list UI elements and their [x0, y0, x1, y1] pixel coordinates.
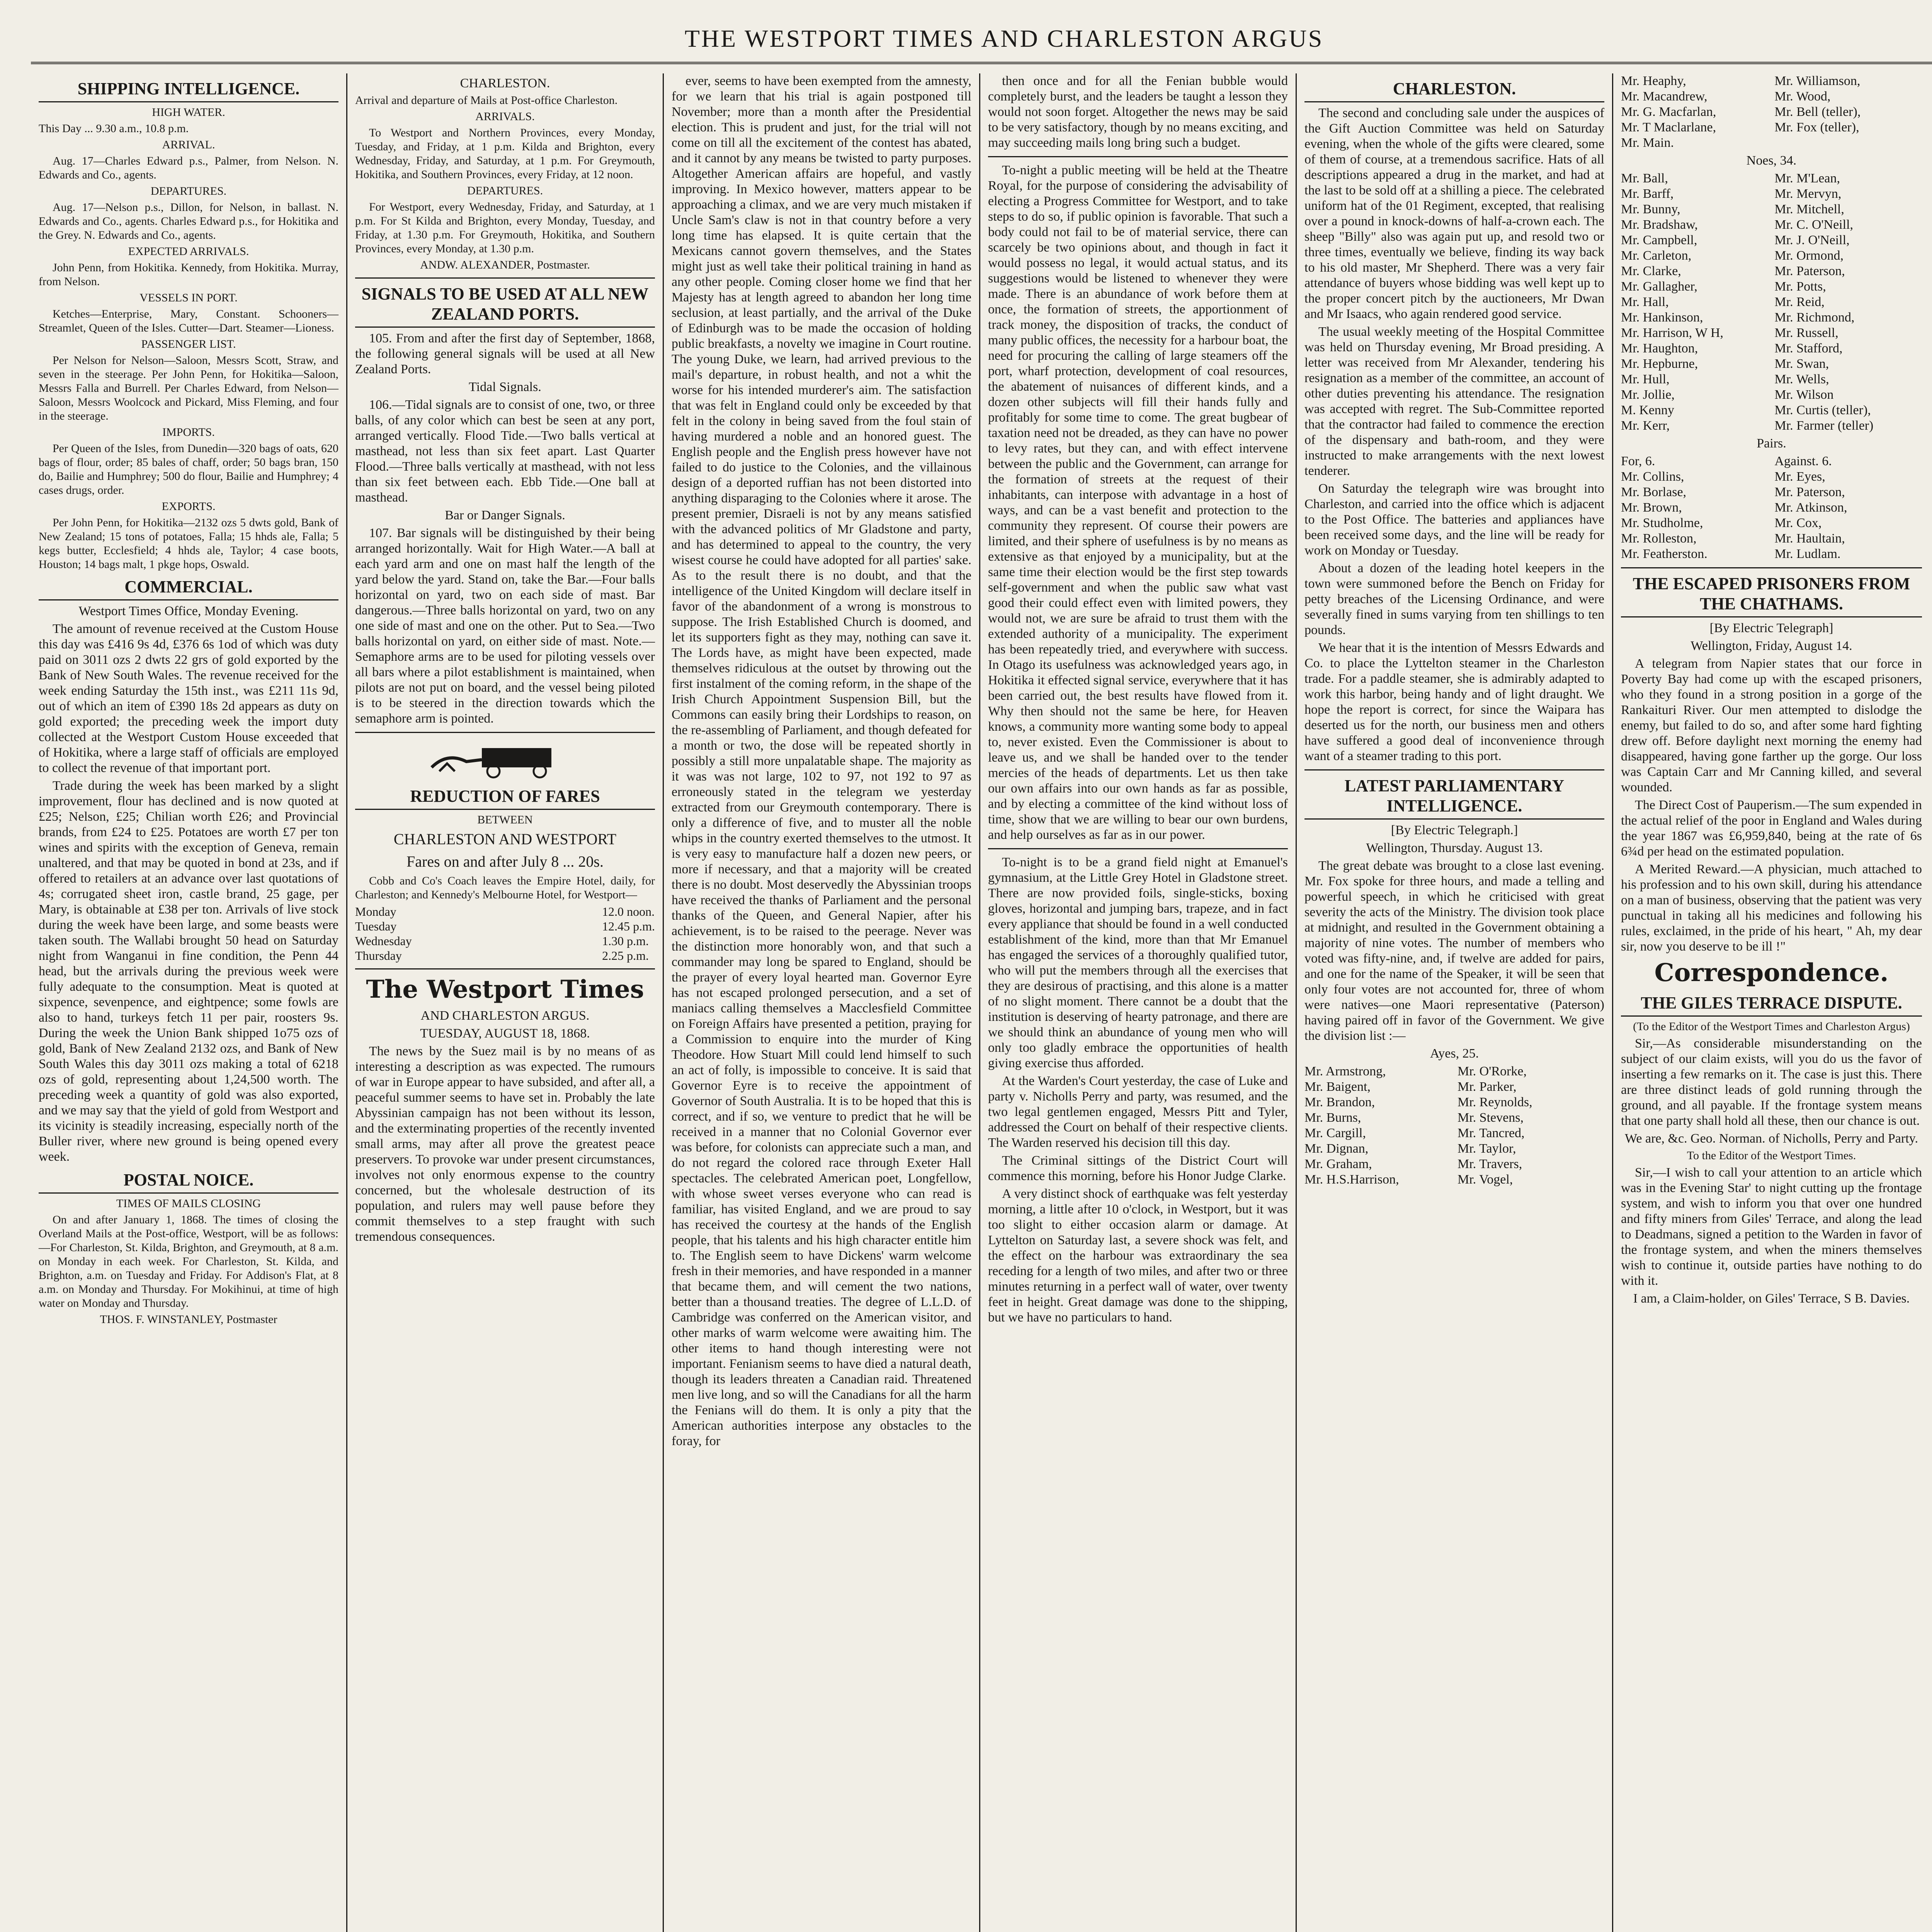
no-name: Mr. Ormond,: [1774, 248, 1844, 263]
pair-name: Mr. Rolleston,: [1621, 531, 1697, 546]
masthead: THE WESTPORT TIMES AND CHARLESTON ARGUS: [31, 15, 1932, 64]
departures-header: DEPARTURES.: [150, 185, 227, 197]
signals-p1: 105. From and after the first day of September, 1868, the following general signals will be used at all New Zealand Ports.: [355, 331, 655, 376]
earthquake-text: A very distinct shock of earthquake was felt yesterday morning, a little after 10 o'clock, in Westport, but it was too slight to either occasion alarm or damage. At Lyttelton on Saturday last, a severe shock was felt, and the effect on the harbour was extraordinary the sea receding for a length of two miles, and after two or three minutes returning in a perfect wall of water, over twenty feet in height. Great damage was done to the shipping, but we have no particulars to hand.: [988, 1187, 1288, 1325]
departures-text: Aug. 17—Nelson p.s., Dillon, for Nelson, in ballast. N. Edwards and Co., agents. Charles Edward p.s., for Hokitika and the Grey. N. Edwards and Co., agents.: [39, 201, 338, 242]
fares-route: CHARLESTON AND WESTPORT: [393, 830, 617, 848]
exports-text: Per John Penn, for Hokitika—2132 ozs 5 dwts gold, Bank of New Zealand; 15 tons of potatoes, Falla; 15 hhds ale, Falla; 5 kegs butter, Ecclesfield; 4 hhds ale, Taylor; 4 case boots, Houston; 14 bags malt, 1 pkge hops, Oswald.: [39, 516, 338, 571]
no-name: Mr. Mitchell,: [1774, 202, 1844, 216]
ayes-cont-list: [1621, 73, 1922, 151]
tt-day: Wednesday: [355, 934, 412, 948]
giles-title: THE GILES TERRACE DISPUTE.: [1621, 993, 1922, 1017]
noes-list: [1621, 171, 1922, 434]
aye-name: Mr. Burns,: [1304, 1111, 1361, 1125]
signals-title: SIGNALS TO BE USED AT ALL NEW ZEALAND PORTS.: [355, 284, 655, 328]
merited-reward-text: A Merited Reward.—A physician, much attached to his profession and to his own skill, during his attendance on a man of business, observing that the patient was very punctual in taking all his medicines and following his rules, exclaimed, in the pride of his heart, " Ah, my dear sir, now you deserve to be ill !": [1621, 862, 1922, 954]
commercial-p2: Trade during the week has been marked by a slight improvement, flour has declined and is now quoted at £25; Nelson, £25; Chilian worth £26; and Provincial brands, from £24 to £25. Potatoes are worth £7 per ton wines and spirits with the exception of Geneva, remain unaltered, and that may be quoted in bond at 23s, and if offered to retailers at an advance over last quotations of 4s; corrugated sheet iron, castle brand, 25 gage, per Mary, is obtainable at £38 per ton. Arrivals of live stock during the week have been large, and some beasts were taken south. The Wallabi brought 50 head on Saturday night from Wanganui in fine condition, the Penn 44 head, but the arrivals during the previous week were fully adequate to the consumption. Meat is quoted at sixpence, sevenpence, and eightpence; some fowls are also to hand, turkeys fetch 11 per pair, roosters 9s. During the week the Union Bank shipped 1o75 ozs of gold, Bank of New Zealand 2132 ozs, and Bank of New South Wales this day 3011 ozs making a total of 6218 ozs of gold, representing about 1,24,500 worth. The preceding week a quantity of gold was also exported, and we may say that the yield of gold from Westport and its vicinity is steadily increasing, especially north of the Buller river, where new ground is being opened every week.: [39, 779, 338, 1164]
passenger-header: PASSENGER LIST.: [141, 338, 236, 350]
postal-text: On and after January 1, 1868. The times of closing the Overland Mails at the Post-office, Westport, will be as follows:—For Charleston, St. Kilda, Brighton, and Greymouth, at 8 a.m. on Monday in each week. For Charleston, St. Kilda, and Brighton, a.m. on Tuesday and Friday. For Addison's Flat, at 8 a.m. on Monday and Thursday. For Mokihinui, at time of high water on Monday and Thursday.: [39, 1213, 338, 1310]
expected-text: John Penn, from Hokitika. Kennedy, from Hokitika. Murray, from Nelson.: [39, 261, 338, 288]
pairs-list: [1621, 454, 1922, 562]
fares-title: REDUCTION OF FARES: [355, 786, 655, 810]
pair-name: Mr. Eyes,: [1774, 469, 1825, 484]
fares-between: BETWEEN: [477, 813, 533, 826]
aye-name: Mr. Fox (teller),: [1774, 120, 1859, 134]
no-name: Mr. Wilson: [1774, 388, 1834, 402]
postal-title: POSTAL NOICE.: [39, 1170, 338, 1194]
aye-name: Mr. Travers,: [1458, 1157, 1522, 1171]
pauperism-text: The Direct Cost of Pauperism.—The sum expended in the actual relief of the poor in England and Wales during the year 1867 was £6,959,840, being at the rate of 6s 6¾d per head on the estimated population.: [1621, 798, 1922, 859]
parliament-by: [By Electric Telegraph.]: [1391, 823, 1518, 837]
no-name: Mr. Barff,: [1621, 187, 1674, 201]
bar-header: Bar or Danger Signals.: [445, 508, 565, 522]
postal-sign: THOS. F. WINSTANLEY, Postmaster: [100, 1313, 277, 1326]
commercial-p1: The amount of revenue received at the Custom House this day was £416 9s 4d, £376 6s 1od of which was duty paid on 3011 ozs 2 dwts 22 grs of gold exported by the Bank of New South Wales. The revenue received for the week ending Saturday the 15th inst., was £211 11s 9d, out of which an item of £390 18s 2d appears as duty on gold exported; the preceding week the import duty collected at the Westport Custom House exceeded that of Hokitika, where a large staff of officials are employed to collect the revenue of that important port.: [39, 622, 338, 775]
tt-time: 12.0 noon.: [602, 905, 655, 918]
pair-name: Mr. Haultain,: [1774, 531, 1845, 546]
parliament-place: Wellington, Thursday. August 13.: [1366, 841, 1543, 855]
aye-name: Mr. Graham,: [1304, 1157, 1372, 1171]
departures2-header: DEPARTURES.: [467, 184, 543, 197]
divider: [355, 277, 655, 279]
aye-name: Mr. Vogel,: [1458, 1172, 1513, 1187]
coach-timetable: [355, 904, 655, 963]
aye-name: Mr. Macandrew,: [1621, 89, 1708, 104]
ayes-list: [1304, 1064, 1604, 1187]
charleston-mail-sub: Arrival and departure of Mails at Post-office Charleston.: [355, 94, 618, 107]
expected-header: EXPECTED ARRIVALS.: [128, 245, 249, 258]
aye-name: Mr. O'Rorke,: [1458, 1064, 1527, 1078]
divider: [355, 732, 655, 733]
columns: [31, 73, 1932, 1932]
pair-name: Against. 6.: [1774, 454, 1832, 468]
no-name: Mr. Curtis (teller),: [1774, 403, 1871, 417]
pair-name: Mr. Studholme,: [1621, 516, 1703, 530]
no-name: Mr. M'Lean,: [1774, 171, 1840, 185]
giles-to: (To the Editor of the Westport Times and Charleston Argus): [1633, 1020, 1910, 1033]
aye-name: Mr. Baigent,: [1304, 1080, 1371, 1094]
pair-name: Mr. Paterson,: [1774, 485, 1845, 499]
charleston-title: CHARLESTON.: [1304, 79, 1604, 102]
coach-icon: [424, 740, 586, 779]
column-2: [347, 73, 664, 1932]
aye-name: Mr. Reynolds,: [1458, 1095, 1532, 1109]
tt-day: Monday: [355, 905, 396, 918]
no-name: Mr. Hepburne,: [1621, 357, 1698, 371]
column-3: [664, 73, 980, 1932]
ayes-header: Ayes, 25.: [1430, 1046, 1479, 1061]
divider: [988, 848, 1288, 849]
column-1: [31, 73, 347, 1932]
aye-name: Mr. Brandon,: [1304, 1095, 1375, 1109]
correspondence-title: Correspondence.: [1654, 958, 1889, 987]
parliament-text: The great debate was brought to a close last evening. Mr. Fox spoke for three hours, and made a telling and powerful speech, in which he criticised with great severity the acts of the Ministry. The division took place at midnight, and resulted in the Government obtaining a majority of nine votes. The number of members who voted was fifty-nine, and, if twelve are added for pairs, and one for the name of the Speaker, it will be seen that only four votes are not accounted for, three of whom were natives—one Maori representative (Paterson) having paired off in favor of the Government. We give the division list :—: [1304, 859, 1604, 1043]
aye-name: Mr. Main.: [1621, 136, 1674, 150]
no-name: Mr. C. O'Neill,: [1774, 218, 1854, 232]
high-water-header: HIGH WATER.: [152, 106, 225, 119]
vessels-text: Ketches—Enterprise, Mary, Constant. Schooners—Streamlet, Queen of the Isles. Cutter—Dart. Steamer—Lioness.: [39, 308, 338, 334]
letter2-text: Sir,—I wish to call your attention to an article which was in the Evening Star' to night cutting up the frontage system, and wish to inform you that over one hundred and fifty miners from Giles' Terrace, and along the lead to Deadmans, signed a petition to the Warden in favor of the frontage system, and when the miners themselves wish to continue it, outside parties have nothing to do with it.: [1621, 1165, 1922, 1288]
tt-day: Tuesday: [355, 919, 397, 933]
postmaster-sign: ANDW. ALEXANDER, Postmaster.: [420, 259, 590, 271]
no-name: Mr. Farmer (teller): [1774, 418, 1874, 433]
fenian-text: then once and for all the Fenian bubble would completely burst, and the leaders be taught a lesson they would not soon forget. Altogether the news may be said to be very satisfactory, though by no means exciting, and may succeeding mails long bring such a budget.: [988, 74, 1288, 150]
no-name: Mr. J. O'Neill,: [1774, 233, 1850, 247]
pair-name: Mr. Borlase,: [1621, 485, 1687, 499]
no-name: M. Kenny: [1621, 403, 1674, 417]
aye-name: Mr. Bell (teller),: [1774, 105, 1861, 119]
tt-time: 2.25 p.m.: [602, 949, 649, 963]
no-name: Mr. Haughton,: [1621, 341, 1698, 355]
aye-name: Mr. Parker,: [1458, 1080, 1517, 1094]
no-name: Mr. Carleton,: [1621, 248, 1692, 263]
no-name: Mr. Hall,: [1621, 295, 1669, 309]
progress-committee-text: To-night a public meeting will be held at the Theatre Royal, for the purpose of considering the advisability of electing a Progress Committee for Westport, and to take steps to do so, if public opinion is favorable. That such a body could not fail to be of material service, there can scarcely be two opinions about, and though in fact it would possess no legal, it would actual status, and its suggestions would be listened to whenever they were made. There is an abundance of work before them at once, the formation of streets, the apportionment of track money, the disposition of tracks, the conduct of many public offices, the necessity for a harbour boat, the need for procuring the calling of large steamers off the port, wharf protection, development of coal resources, the abatement of nuisances of different kinds, and a dozen other subjects will fill their hands fully and profitably for some time to come. The great bugbear of taxation need not be dreaded, as they can have no power to levy rates, but they can, and with effect intervene between the public and the Government, can arrange for the formation of streets at the request of their inhabitants, can interpose with advantage in a host of ways, and can be a vast benefit and protection to the community they represent. Of course their powers are limited, and their sphere of usefulness is by no means as extensive as that enjoyed by a municipality, but at the same time their election would be the first step towards self-government and when the public saw what vast good their could effect even with limited powers, they would not, we are sure be afraid to trust them with the extended authority of a municipality. The experiment has been repeatedly tried, and everywhere with success. In Otago its usefulness was acknowledged years ago, in Hokitika it effected signal service, everywhere that it has been carried out, the best results have flowed from it. Why then should not the same be here, for Heaven knows, a community more wanting some body to appeal to, never existed. Even the Commissioner is about to leave us, and we shall be handed over to the tender mercies of the heads of departments. Let us then take our own affairs into our own hands as far as possible, and by electing a committee of the kind without loss of time, show that we are willing to bear our own burdens, and help ourselves as far as in our power.: [988, 163, 1288, 842]
arrivals-text: To Westport and Northern Provinces, every Monday, Tuesday, and Friday, at 1 p.m. Kilda and Brighton, every Wednesday, Friday, and Saturday, at 1 p.m. For Greymouth, Hokitika, and Southern Provinces, every Friday, at 12 noon.: [355, 126, 655, 181]
vessels-header: VESSELS IN PORT.: [139, 291, 238, 304]
paper-sub: AND CHARLESTON ARGUS.: [420, 1009, 590, 1023]
charleston-p5: We hear that it is the intention of Messrs Edwards and Co. to place the Lyttelton steamer in the Charleston trade. For a paddle steamer, she is admirably adapted to work this harbor, being handy and of light draught. We hope the report is correct, for since the Waipara has deserted us for the north, our business men and others have suffered a good deal of inconvenience through want of a steamer trading to this port.: [1304, 641, 1604, 763]
divider: [1304, 769, 1604, 770]
pair-name: For, 6.: [1621, 454, 1655, 468]
tt-time: 1.30 p.m.: [602, 934, 649, 948]
gymnasium-text: To-night is to be a grand field night at Emanuel's gymnasium, at the Little Grey Hotel in Gladstone street. There are now provided foils, single-sticks, boxing gloves, horizontal and jumping bars, trapeze, and in fact every appliance that should be found in a well conducted establishment of the kind, more than that Mr Emanuel has engaged the services of a thoroughly qualified tutor, who will put the members through all the exercises that they are desirous of practising, and this alone is a matter of no slight moment. There cannot be a doubt that the institution is deserving of hearty patronage, and there are we should think an abundance of young men who will only too gladly embrace the opportunities of health giving exercise thus afforded.: [988, 855, 1288, 1070]
aye-name: Mr. Cargill,: [1304, 1126, 1366, 1140]
no-name: Mr. Hankinson,: [1621, 310, 1703, 325]
divider: [1621, 567, 1922, 568]
no-name: Mr. Harrison, W H,: [1621, 326, 1724, 340]
criminal-sittings-text: The Criminal sittings of the District Court will commence this morning, before his Honor Judge Clarke.: [988, 1153, 1288, 1183]
charleston-p2: The usual weekly meeting of the Hospital Committee was held on Thursday evening, Mr Broad presiding. A letter was received from Mr Alexander, tendering his resignation as a member of the committee, an account of other duties preventing his attendance. The resignation was accepted with regret. The Sub-Committee reported that the contractor had failed to commence the erection of the dispensary and bath-room, and they were instructed to make arrangements with the next lowest tenderer.: [1304, 325, 1604, 478]
tt-day: Thursday: [355, 949, 402, 963]
letter2-to: To the Editor of the Westport Times.: [1687, 1149, 1856, 1162]
parliament-title: LATEST PARLIAMENTARY INTELLIGENCE.: [1304, 776, 1604, 820]
no-name: Mr. Kerr,: [1621, 418, 1670, 433]
divider: [355, 968, 655, 969]
imports-text: Per Queen of the Isles, from Dunedin—320 bags of oats, 620 bags of flour, order; 85 bales of chaff, order; 50 bags bran, 150 do, Bailie and Humphrey; 500 do flour, Bailie and Humphrey; 4 cases drugs, order.: [39, 442, 338, 497]
aye-name: Mr. Wood,: [1774, 89, 1831, 104]
shipping-title: SHIPPING INTELLIGENCE.: [39, 79, 338, 102]
editorial-cont: ever, seems to have been exempted from the amnesty, for we learn that his trial is again postponed till November; more than a month after the Presidential election. This is prudent and just, for the trial will not come on till all the excitement of the contest has abated, and it cannot by any means be twisted to party purposes. Altogether American affairs are hopeful, and vastly improving. In Mexico however, matters appear to be approaching a climax, and we are very much mistaken if Uncle Sam's claw is not in that country before a very long time has elapsed. It is quite certain that the Mexicans cannot govern themselves, and the States might just as well take their political training in hand as any other people. Coming closer home we find that her Majesty has at length agreed to abandon her long time seclusion, at least partially, and the arrival of the Duke of Edinburgh was to be made the occasion of holding public breakfasts, a novelty we imagine in Court routine. The young Duke, we learn, had arrived previous to the mail's departure, in robust health, and not a whit the worse for his intended murderer's aim. The satisfaction that was felt in England could only be exceeded by that felt in the colony in being saved from the foul stain of having murdered a noble and an honored guest. The English people and the English press however have not failed to do justice to the Colonies, and the villainous design of a deported ruffian has not been distorted into anything disparaging to the Colonies where it arose. The present premier, Disraeli is not by any means satisfied with the advanced politics of Mr Gladstone and party, and has determined to appeal to the country, the very wisest course he could have adopted for all parties' sake. As to the result there is no doubt, and that the intelligence of the United Kingdom will declare itself in favor of the abandonment of a wrong is monstrous to suppose. The Irish Established Church is doomed, and let its supporters fight as they may, nothing can save it. The Lords have, as might have been expected, made themselves ridiculous at the outset by throwing out the first instalment of the coming reform, in the shape of the Irish Church Appointment Suspension Bill, but the Commons can easily bring their Lordships to reason, on the re-assembling of Parliament, and though defeated for a month or two, the dose will be repeated shortly in possibly a still more unpalatable shape. The majority as it was was not large, 102 to 97, not 192 to 97 as erroneously stated in the telegram we yesterday extracted from our Greymouth contemporary. There is only a difference of five, and to muster all the noble whips in the country exerted themselves to the utmost. It is very easy to manufacture half a dozen new peers, or more if necessary, and that a majority will be created there is no doubt. Most deservedly the Abyssinian troops have received the thanks of Parliament and the personal thanks of the Queen, and General Napier, after his achievement, is to be raised to the peerage. Never was the distinction more honorably won, and that such a commander may long be spared to England, should be the prayer of every loyal hearted man. Governor Eyre has not escaped prolonged persecution, and a set of maniacs calling themselves a Macclesfield Committee on Foreign Affairs have presented a petition, praying for a Commission to enquire into the murder of King Theodore. How Stuart Mill could lend himself to such an act of folly, is impossible to conceive. It is said that Governor Eyre is to receive the appointment of Governor of South Australia. It is to be hoped that this is correct, and if so, we venture to predict that he will be received in a manner that no Colonial Governor ever was before, for colonists can appreciate such a man, and do not regard the colored race through Exeter Hall spectacles. The celebrated American poet, Longfellow, with whose sweet verses everyone who can read is familiar, has visited England, and we are proud to say has received the courtesy at the hands of the English people, that his talents and his high character entitle him to. The English seem to have Dickens' warm welcome fresh in their memories, and have responded in a manner that became them, and will cement the two nations, better than a thousand treaties. The degree of L.L.D. of Cambridge was conferred on the American visitor, and other marks of warm welcome were awaiting him. The other items to hand though interesting were not important. Fenianism seems to have died a natural death, though its leaders threaten a Canadian raid. Threatened men live long, and so will the Canadians for all the harm the Fenians will do them. It is only a pity that the American authorities interpose any obstacles to the foray, for: [672, 74, 971, 1448]
postal-sub: TIMES OF MAILS CLOSING: [116, 1197, 261, 1210]
arrival-header: ARRIVAL.: [162, 138, 215, 151]
arrivals-header: ARRIVALS.: [475, 110, 535, 123]
aye-name: Mr. Stevens,: [1458, 1111, 1524, 1125]
charleston-mail-header: CHARLESTON.: [460, 76, 550, 90]
escaped-title: THE ESCAPED PRISONERS FROM THE CHATHAMS.: [1621, 574, 1922, 617]
giles-text: Sir,—As considerable misunderstanding on the subject of our claim exists, will you do us the favor of inserting a few remarks on it. The case is just this. There are three distinct leads of gold running through the ground, and all payable. If the frontage system means that one party shall hold all these, then our chance is out.: [1621, 1036, 1922, 1128]
aye-name: Mr. T Maclarlane,: [1621, 120, 1716, 134]
commercial-office: Westport Times Office, Monday Evening.: [78, 604, 299, 618]
no-name: Mr. Bunny,: [1621, 202, 1680, 216]
no-name: Mr. Campbell,: [1621, 233, 1697, 247]
pair-name: Mr. Featherston.: [1621, 547, 1708, 561]
charleston-p4: About a dozen of the leading hotel keepers in the town were summoned before the Bench on Friday for petty breaches of the Licensing Ordinance, and were severally fined in sums varying from ten shillings to ten pounds.: [1304, 561, 1604, 637]
aye-name: Mr. G. Macfarlan,: [1621, 105, 1716, 119]
aye-name: Mr. H.S.Harrison,: [1304, 1172, 1399, 1187]
escaped-by: [By Electric Telegraph]: [1709, 621, 1833, 635]
paper-date: TUESDAY, AUGUST 18, 1868.: [420, 1026, 590, 1041]
no-name: Mr. Hull,: [1621, 372, 1670, 386]
signals-p3: 107. Bar signals will be distinguished by their being arranged horizontally. Wait for High Water.—A ball at each yard arm and one on mast half the length of the yard below the yard. Stand on, take the Bar.—Four balls horizontal on yard, two on each side of mast. Bar dangerous.—Three balls horizontal on yard, two on any one side of mast and one on the other. Put to Sea.—Two balls horizontal on yard, on either side of mast. Note.—Semaphore arms are to be used for piloting vessels over all bars where a pilot establishment is maintained, when pilots are not put on board, and the vessel being piloted is to be steered in the direction towards which the semaphore arm is pointed.: [355, 526, 655, 726]
commercial-title: COMMERCIAL.: [39, 577, 338, 600]
no-name: Mr. Reid,: [1774, 295, 1825, 309]
charleston-p3: On Saturday the telegraph wire was brought into Charleston, and carried into the office which is adjacent to the Post Office. The batteries and appliances have been received some days, and the line will be ready for work on Monday or Tuesday.: [1304, 481, 1604, 558]
coach-text: Cobb and Co's Coach leaves the Empire Hotel, daily, for Charleston; and Kennedy's Melbourne Hotel, for Westport—: [355, 874, 655, 901]
arrival-text: Aug. 17—Charles Edward p.s., Palmer, from Nelson. N. Edwards and Co., agents.: [39, 155, 338, 181]
imports-header: IMPORTS.: [162, 426, 215, 439]
no-name: Mr. Paterson,: [1774, 264, 1845, 278]
no-name: Mr. Bradshaw,: [1621, 218, 1698, 232]
tt-time: 12.45 p.m.: [602, 919, 655, 933]
divider: [988, 156, 1288, 157]
fares-line: Fares on and after July 8 ... 20s.: [406, 853, 604, 870]
letter2-sign: I am, a Claim-holder, on Giles' Terrace, S B. Davies.: [1633, 1291, 1910, 1306]
no-name: Mr. Mervyn,: [1774, 187, 1842, 201]
pair-name: Mr. Cox,: [1774, 516, 1822, 530]
no-name: Mr. Russell,: [1774, 326, 1838, 340]
no-name: Mr. Wells,: [1774, 372, 1829, 386]
exports-header: EXPORTS.: [162, 500, 216, 513]
pair-name: Mr. Brown,: [1621, 500, 1682, 515]
passenger-text: Per Nelson for Nelson—Saloon, Messrs Scott, Straw, and seven in the steerage. Per John Penn, for Hokitika—Saloon, Messrs Falla and Burrell. Per Charles Edward, from Nelson—Saloon, Messrs Woolcock and Pickard, Miss Fleming, and four in the steerage.: [39, 354, 338, 422]
aye-name: Mr. Armstrong,: [1304, 1064, 1386, 1078]
aye-name: Mr. Dignan,: [1304, 1141, 1369, 1156]
no-name: Mr. Clarke,: [1621, 264, 1681, 278]
high-water-line: This Day ... 9.30 a.m., 10.8 p.m.: [39, 122, 189, 135]
charleston-p1: The second and concluding sale under the auspices of the Gift Auction Committee was held on Saturday evening, when the whole of the gifts were cleared, some of them of course, at a tremendous sacrifice. Hats of all descriptions appeared a drug in the market, and had at the last to be sold off at a shilling a piece. The celebrated uniform hat of the 01 Regiment, excepted, that realising over a pound in knock-downs of half-a-crown each. The sheep "Billy" also was again put up, and resold two or three times, eventually we believe, finding its way back to his old master, Mr Shepherd. There was a very fair attendance of buyers whose bidding was well kept up to the proper concert pitch by the auctioneers, Mr Dwan and Mr Isaacs, who again rendered good service.: [1304, 106, 1604, 321]
signals-p2: 106.—Tidal signals are to consist of one, two, or three balls, of any color which can best be seen at any port, arranged vertically. Flood Tide.—Two balls vertical at masthead, not less than six feet apart. Last Quarter Flood.—Three balls vertically at masthead, with not less than six feet between each. Ebb Tide.—One ball at masthead.: [355, 398, 655, 505]
aye-name: Mr. Taylor,: [1458, 1141, 1516, 1156]
noes-header: Noes, 34.: [1746, 153, 1797, 168]
no-name: Mr. Potts,: [1774, 279, 1826, 294]
no-name: Mr. Gallagher,: [1621, 279, 1697, 294]
no-name: Mr. Jollie,: [1621, 388, 1675, 402]
aye-name: [1775, 135, 1922, 151]
pair-name: Mr. Atkinson,: [1774, 500, 1847, 515]
wardens-court-text: At the Warden's Court yesterday, the case of Luke and party v. Nicholls Perry and party, was resumed, and the two legal gentlemen engaged, Messrs Pitt and Tyler, addressed the Court on behalf of their respective clients. The Warden reserved his decision till this day.: [988, 1074, 1288, 1150]
column-5: [1297, 73, 1613, 1932]
pairs-header: Pairs.: [1757, 436, 1786, 451]
pair-name: Mr. Ludlam.: [1774, 547, 1841, 561]
aye-name: Mr. Williamson,: [1774, 74, 1861, 88]
escaped-text: A telegram from Napier states that our force in Poverty Bay had come up with the escaped prisoners, who they found in a strong position in a gorge of the Rankaituri River. Our men attempted to dislodge the enemy, but failed to do so, and after some hard fighting drew off. Before daylight next morning the enemy had disappeared, having gone farther up the gorge. Our loss was Captain Carr and Mr Canning killed, and several wounded.: [1621, 656, 1922, 794]
column-4: [980, 73, 1297, 1932]
no-name: Mr. Ball,: [1621, 171, 1668, 185]
escaped-place: Wellington, Friday, August 14.: [1690, 639, 1852, 653]
no-name: Mr. Stafford,: [1774, 341, 1843, 355]
coach-illustration: [355, 738, 655, 781]
column-6: [1613, 73, 1930, 1932]
departures2-text: For Westport, every Wednesday, Friday, and Saturday, at 1 p.m. For St Kilda and Brighton, every Monday, Tuesday, and Friday, at 1.30 p.m. For Greymouth, Hokitika, and Southern Provinces, every Monday, at 1.30 p.m.: [355, 201, 655, 255]
aye-name: Mr. Tancred,: [1458, 1126, 1525, 1140]
no-name: Mr. Swan,: [1774, 357, 1829, 371]
paper-title: The Westport Times: [366, 975, 644, 1004]
giles-sign: We are, &c. Geo. Norman. of Nicholls, Perry and Party.: [1625, 1131, 1918, 1146]
tidal-header: Tidal Signals.: [469, 380, 541, 394]
aye-name: Mr. Heaphy,: [1621, 74, 1686, 88]
pair-name: Mr. Collins,: [1621, 469, 1684, 484]
no-name: Mr. Richmond,: [1774, 310, 1855, 325]
editorial-text: The news by the Suez mail is by no means of as interesting a description as was expected. The rumours of war in Europe appear to have subsided, and after all, a peaceful summer seems to have set in. Probably the late Abyssinian campaign has not been without its lesson, and the exterminating properties of the recently invented small arms, may after all prove the greatest peace preservers. To provoke war under present circumstances, involves not only enormous expense to the country concerned, but the wholesale destruction of its population, and rulers may well pause before they commit themselves to a step fraught with such tremendous consequences.: [355, 1044, 655, 1244]
